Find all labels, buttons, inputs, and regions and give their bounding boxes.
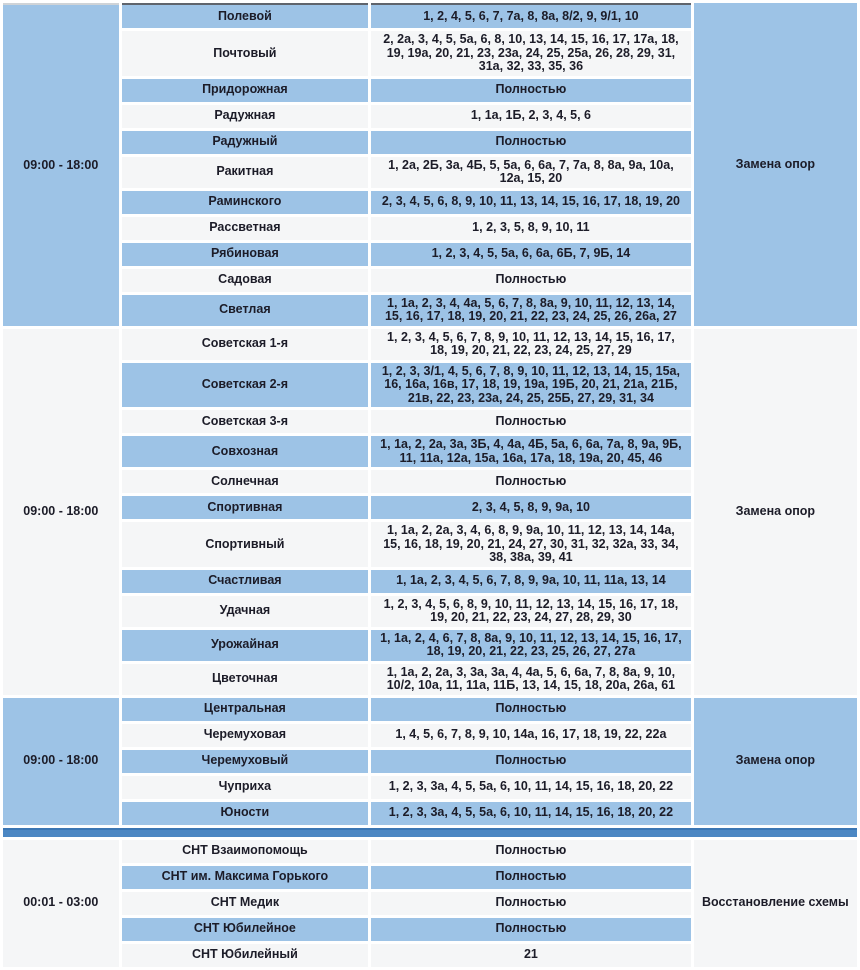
street-cell: Радужный bbox=[122, 131, 369, 154]
house-numbers-cell: 1, 1а, 2, 4, 6, 7, 8, 8а, 9, 10, 11, 12, 13, 14, 15, 16, 17, 18, 19, 20, 21, 22, 23, 25, 26, 27, 27а bbox=[371, 630, 691, 661]
house-numbers-cell: 1, 2, 3, 3а, 4, 5, 5а, 6, 10, 11, 14, 15, 16, 18, 20, 22 bbox=[371, 776, 691, 799]
street-cell: СНТ Юбилейное bbox=[122, 918, 369, 941]
time-cell: 09:00 - 18:00 bbox=[3, 329, 119, 695]
street-cell: Совхозная bbox=[122, 436, 369, 467]
house-numbers-cell: 1, 2, 3, 4, 5, 5а, 6, 6а, 6Б, 7, 9Б, 14 bbox=[371, 243, 691, 266]
house-numbers-cell: 1, 1а, 2, 3, 4, 5, 6, 7, 8, 9, 9а, 10, 11, 11а, 13, 14 bbox=[371, 570, 691, 593]
street-cell: Садовая bbox=[122, 269, 369, 292]
street-cell: Счастливая bbox=[122, 570, 369, 593]
house-numbers-cell: 1, 4, 5, 6, 7, 8, 9, 10, 14а, 16, 17, 18, 19, 22, 22а bbox=[371, 724, 691, 747]
table-row bbox=[3, 3, 857, 28]
work-type-cell: Замена опор bbox=[694, 698, 857, 825]
street-cell: Солнечная bbox=[122, 470, 369, 493]
work-type-cell: Восстановление схемы bbox=[694, 840, 857, 967]
street-cell: Светлая bbox=[122, 295, 369, 326]
street-cell: Юности bbox=[122, 802, 369, 825]
street-cell: Ракитная bbox=[122, 157, 369, 188]
time-cell: 00:01 - 03:00 bbox=[3, 840, 119, 967]
house-numbers-cell: 21 bbox=[371, 944, 691, 967]
street-cell: СНТ им. Максима Горького bbox=[122, 866, 369, 889]
house-numbers-cell: Полностью bbox=[371, 131, 691, 154]
table-row bbox=[3, 698, 857, 721]
street-cell: Черемуховая bbox=[122, 724, 369, 747]
work-type-cell: Замена опор bbox=[694, 3, 857, 326]
house-numbers-cell: 1, 1а, 2, 2а, 3, 3а, 3а, 4, 4а, 5, 6, 6а, 7, 8, 8а, 9, 10, 10/2, 10а, 11, 11а, 11Б, 13, 14, 15, 18, 20а, 26а, 61 bbox=[371, 664, 691, 695]
street-cell: Удачная bbox=[122, 596, 369, 627]
street-cell: Полевой bbox=[122, 3, 369, 28]
street-cell: Цветочная bbox=[122, 664, 369, 695]
house-numbers-cell: 1, 2, 3, 5, 8, 9, 10, 11 bbox=[371, 217, 691, 240]
house-numbers-cell: Полностью bbox=[371, 866, 691, 889]
street-cell: Придорожная bbox=[122, 79, 369, 102]
house-numbers-cell: Полностью bbox=[371, 269, 691, 292]
street-cell: Советская 2-я bbox=[122, 363, 369, 408]
house-numbers-cell: 1, 2, 3, 3а, 4, 5, 5а, 6, 10, 11, 14, 15, 16, 18, 20, 22 bbox=[371, 802, 691, 825]
street-cell: Центральная bbox=[122, 698, 369, 721]
time-cell: 09:00 - 18:00 bbox=[3, 3, 119, 326]
house-numbers-cell: 1, 1а, 2, 2а, 3а, 3Б, 4, 4а, 4Б, 5а, 6, 6а, 7а, 8, 9а, 9Б, 11, 11а, 12а, 15а, 16а, 17а, 18, 19а, 20, 45, 46 bbox=[371, 436, 691, 467]
house-numbers-cell: Полностью bbox=[371, 410, 691, 433]
house-numbers-cell: 1, 2, 4, 5, 6, 7, 7а, 8, 8а, 8/2, 9, 9/1, 10 bbox=[371, 3, 691, 28]
street-cell: Урожайная bbox=[122, 630, 369, 661]
street-cell: СНТ Юбилейный bbox=[122, 944, 369, 967]
street-cell: СНТ Медик bbox=[122, 892, 369, 915]
block-separator-row bbox=[3, 828, 857, 837]
street-cell: Спортивная bbox=[122, 496, 369, 519]
house-numbers-cell: 1, 1а, 2, 2а, 3, 4, 6, 8, 9, 9а, 10, 11, 12, 13, 14, 14а, 15, 16, 18, 19, 20, 21, 24, 27, 30, 31, 32, 32а, 33, 34, 38, 38а, 39, 41 bbox=[371, 522, 691, 567]
house-numbers-cell: Полностью bbox=[371, 840, 691, 863]
street-cell: Чуприха bbox=[122, 776, 369, 799]
street-cell: Рябиновая bbox=[122, 243, 369, 266]
house-numbers-cell: 1, 2, 3, 4, 5, 6, 7, 8, 9, 10, 11, 12, 13, 14, 15, 16, 17, 18, 19, 20, 21, 22, 23, 24, 25, 27, 29 bbox=[371, 329, 691, 360]
street-cell: Раминского bbox=[122, 191, 369, 214]
house-numbers-cell: Полностью bbox=[371, 918, 691, 941]
house-numbers-cell: 1, 2а, 2Б, 3а, 4Б, 5, 5а, 6, 6а, 7, 7а, 8, 8а, 9а, 10а, 12а, 15, 20 bbox=[371, 157, 691, 188]
street-cell: Почтовый bbox=[122, 31, 369, 76]
table-row bbox=[3, 329, 857, 360]
house-numbers-cell: 1, 1а, 1Б, 2, 3, 4, 5, 6 bbox=[371, 105, 691, 128]
block-separator-bar bbox=[3, 828, 857, 837]
house-numbers-cell: 2, 2а, 3, 4, 5, 5а, 6, 8, 10, 13, 14, 15, 16, 17, 17а, 18, 19, 19а, 20, 21, 23, 23а, 24, 25, 25а, 26, 28, 29, 31, 31а, 32, 33, 35, 36 bbox=[371, 31, 691, 76]
house-numbers-cell: Полностью bbox=[371, 79, 691, 102]
house-numbers-cell: Полностью bbox=[371, 470, 691, 493]
street-cell: Радужная bbox=[122, 105, 369, 128]
street-cell: Рассветная bbox=[122, 217, 369, 240]
house-numbers-cell: 1, 1а, 2, 3, 4, 4а, 5, 6, 7, 8, 8а, 9, 10, 11, 12, 13, 14, 15, 16, 17, 18, 19, 20, 21, 22, 23, 24, 25, 26, 26а, 27 bbox=[371, 295, 691, 326]
house-numbers-cell: Полностью bbox=[371, 698, 691, 721]
time-cell: 09:00 - 18:00 bbox=[3, 698, 119, 825]
house-numbers-cell: 1, 2, 3, 3/1, 4, 5, 6, 7, 8, 9, 10, 11, 12, 13, 14, 15, 15а, 16, 16а, 16в, 17, 18, 19, 19а, 19Б, 20, 21, 21а, 21Б, 21в, 22, 23, 23а, 24, 25, 25Б, 27, 29, 31, 34 bbox=[371, 363, 691, 408]
table-row bbox=[3, 840, 857, 863]
house-numbers-cell: 1, 2, 3, 4, 5, 6, 8, 9, 10, 11, 12, 13, 14, 15, 16, 17, 18, 19, 20, 21, 22, 23, 24, 27, 28, 29, 30 bbox=[371, 596, 691, 627]
street-cell: СНТ Взаимопомощь bbox=[122, 840, 369, 863]
street-cell: Черемуховый bbox=[122, 750, 369, 773]
house-numbers-cell: 2, 3, 4, 5, 8, 9, 9а, 10 bbox=[371, 496, 691, 519]
house-numbers-cell: 2, 3, 4, 5, 6, 8, 9, 10, 11, 13, 14, 15, 16, 17, 18, 19, 20 bbox=[371, 191, 691, 214]
house-numbers-cell: Полностью bbox=[371, 892, 691, 915]
street-cell: Спортивный bbox=[122, 522, 369, 567]
outage-table-body bbox=[3, 3, 857, 967]
work-type-cell: Замена опор bbox=[694, 329, 857, 695]
street-cell: Советская 1-я bbox=[122, 329, 369, 360]
street-cell: Советская 3-я bbox=[122, 410, 369, 433]
house-numbers-cell: Полностью bbox=[371, 750, 691, 773]
